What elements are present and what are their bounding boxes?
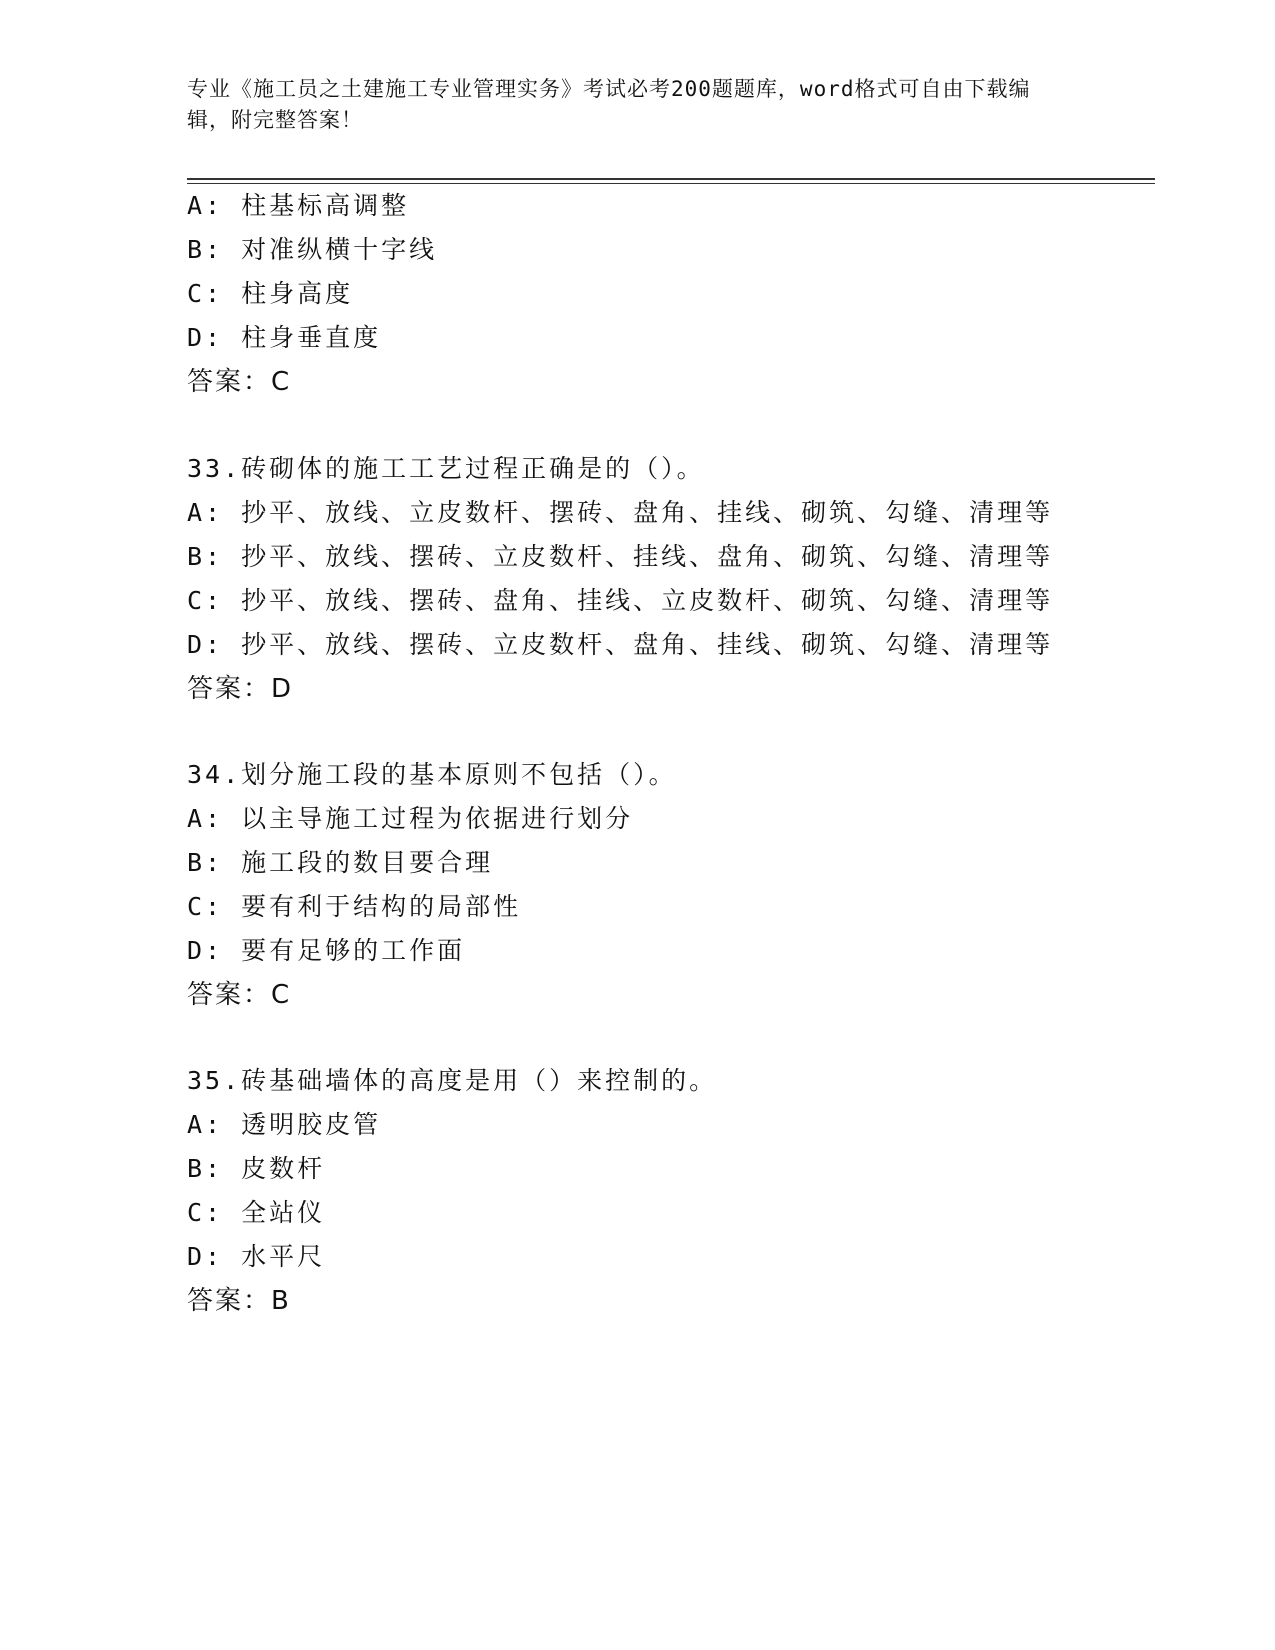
q32-option-c: C: 柱身高度 bbox=[187, 279, 354, 308]
q33-option-b: B: 抄平、放线、摆砖、立皮数杆、挂线、盘角、砌筑、勾缝、清理等 bbox=[187, 542, 1054, 571]
q35-answer: 答案：B bbox=[187, 1286, 291, 1316]
document-header: 专业《施工员之土建施工专业管理实务》考试必考200题题库，word格式可自由下载编辑，附完整答案！ bbox=[187, 77, 1031, 132]
q35-option-a: A: 透明胶皮管 bbox=[187, 1110, 382, 1139]
q33-option-d: D: 抄平、放线、摆砖、立皮数杆、盘角、挂线、砌筑、勾缝、清理等 bbox=[187, 630, 1054, 659]
header-divider-thin bbox=[187, 183, 1155, 184]
q33-option-a: A: 抄平、放线、立皮数杆、摆砖、盘角、挂线、砌筑、勾缝、清理等 bbox=[187, 498, 1054, 527]
q35-option-b: B: 皮数杆 bbox=[187, 1154, 326, 1183]
q32-option-b: B: 对准纵横十字线 bbox=[187, 235, 438, 264]
q34-answer: 答案：C bbox=[187, 980, 292, 1010]
q34-question: 34.划分施工段的基本原则不包括（）。 bbox=[187, 760, 677, 789]
q35-option-c: C: 全站仪 bbox=[187, 1198, 326, 1227]
q32-option-d: D: 柱身垂直度 bbox=[187, 323, 382, 352]
q33-answer: 答案：D bbox=[187, 674, 294, 704]
header-divider-thick bbox=[187, 178, 1155, 180]
q34-option-b: B: 施工段的数目要合理 bbox=[187, 848, 494, 877]
q34-option-c: C: 要有利于结构的局部性 bbox=[187, 892, 522, 921]
q35-option-d: D: 水平尺 bbox=[187, 1242, 326, 1271]
q32-answer: 答案：C bbox=[187, 367, 292, 397]
q33-option-c: C: 抄平、放线、摆砖、盘角、挂线、立皮数杆、砌筑、勾缝、清理等 bbox=[187, 586, 1054, 615]
q34-option-d: D: 要有足够的工作面 bbox=[187, 936, 466, 965]
q32-option-a: A: 柱基标高调整 bbox=[187, 191, 410, 220]
q35-question: 35.砖基础墙体的高度是用（）来控制的。 bbox=[187, 1066, 718, 1095]
q33-question: 33.砖砌体的施工工艺过程正确是的（）。 bbox=[187, 454, 705, 483]
q34-option-a: A: 以主导施工过程为依据进行划分 bbox=[187, 804, 634, 833]
